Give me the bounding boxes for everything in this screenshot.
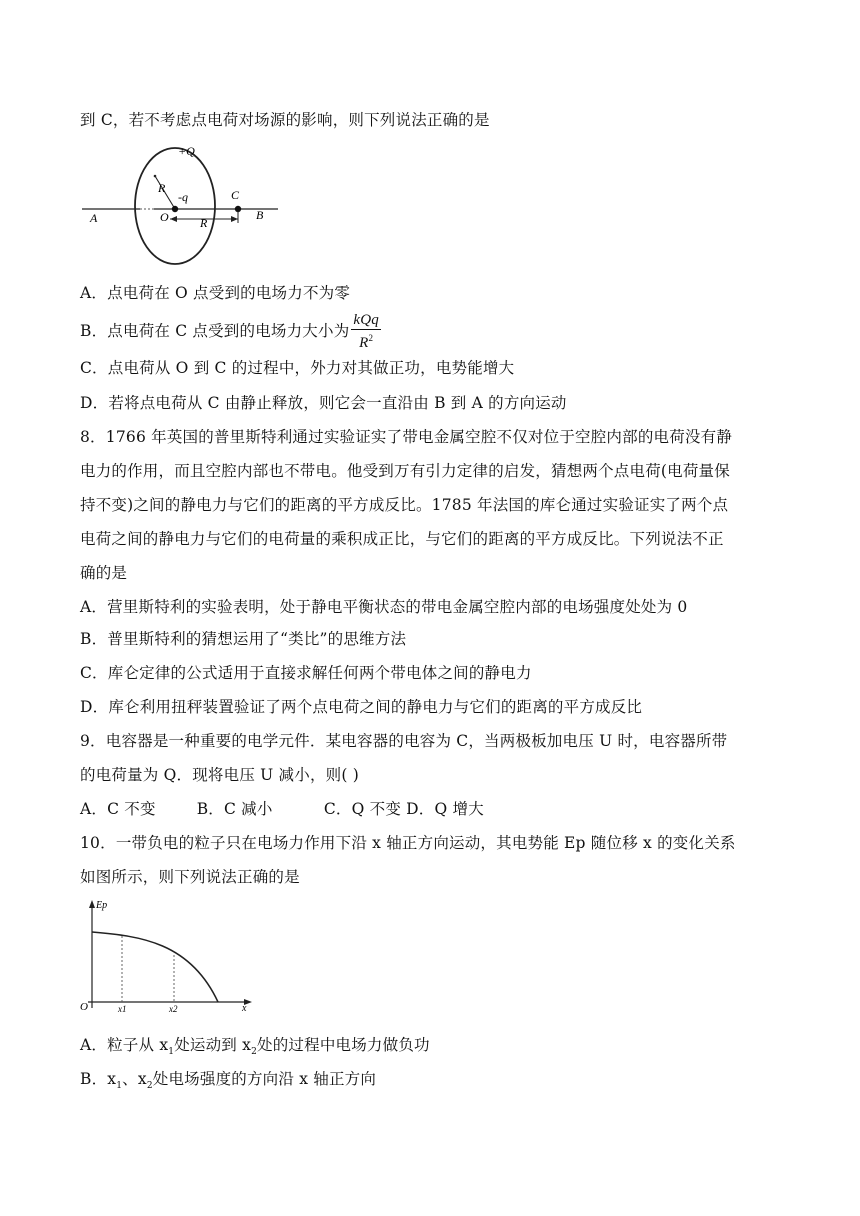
center-label: O xyxy=(160,210,169,224)
q8-line-1: 8．1766 年英国的普里斯特利通过实验证实了带电金属空腔不仅对位于空腔内部的电荷没有静 xyxy=(80,428,733,446)
x1-tick-label: x1 xyxy=(118,1004,127,1014)
radius-label: R xyxy=(158,181,166,195)
q10-line-1: 10．一带负电的粒子只在电场力作用下沿 x 轴正方向运动，其电势能 Ep 随位移 x 的变化关系 xyxy=(80,834,736,852)
x2-tick-label: x2 xyxy=(169,1004,178,1014)
q8-option-b: B．普里斯特利的猜想运用了“类比”的思维方法 xyxy=(80,630,407,648)
coulomb-fraction xyxy=(351,312,381,352)
q8-line-5: 确的是 xyxy=(80,564,128,582)
q9-options: A．C 不变 B．C 减小 C．Q 不变 D．Q 增大 xyxy=(80,800,484,818)
q7-option-d: D．若将点电荷从 C 由静止释放，则它会一直沿由 B 到 A 的方向运动 xyxy=(80,394,567,412)
q10-option-a: A．粒子从 $x_1$处运动到 $x_2$处的过程中电场力做负功 xyxy=(80,1036,430,1058)
fraction-denominator: $R^2$ xyxy=(359,333,374,351)
q8-line-3: 持不变)之间的静电力与它们的距离的平方成反比。1785 年法国的库仑通过实验证实了两个点 xyxy=(80,496,729,514)
ep-axis-label: Ep xyxy=(96,900,108,911)
point-charge-label: -q xyxy=(178,190,188,204)
q8-option-c: C．库仑定律的公式适用于直接求解任何两个带电体之间的静电力 xyxy=(80,664,532,682)
distance-label: R xyxy=(200,216,208,230)
origin-label: O xyxy=(80,1001,88,1013)
q7-option-c: C．点电荷从 O 到 C 的过程中，外力对其做正功，电势能增大 xyxy=(80,359,515,377)
q8-option-d: D．库仑利用扭秤装置验证了两个点电荷之间的静电力与它们的距离的平方成反比 xyxy=(80,698,643,716)
q9-line-2: 的电荷量为 Q．现将电压 U 减小，则( ) xyxy=(80,766,359,784)
q8-line-4: 电荷之间的静电力与它们的电荷量的乘积成正比，与它们的距离的平方成反比。下列说法不正 xyxy=(80,530,724,548)
fraction-numerator: kQq xyxy=(353,312,379,328)
q7-option-b xyxy=(80,312,800,352)
point-c-label: C xyxy=(231,188,240,202)
ring-charge-label: +Q xyxy=(178,144,195,158)
q10-line-2: 如图所示，则下列说法正确的是 xyxy=(80,868,300,886)
q8-option-a: A．营里斯特利的实验表明，处于静电平衡状态的带电金属空腔内部的电场强度处处为 0 xyxy=(80,598,688,616)
q7-stem-tail: 到 C，若不考虑点电荷对场源的影响，则下列说法正确的是 xyxy=(80,111,490,129)
q9-line-1: 9．电容器是一种重要的电学元件．某电容器的电容为 C，当两极板加电压 U 时，电容器所带 xyxy=(80,732,728,750)
q8-line-2: 电力的作用，而且空腔内部也不带电。他受到万有引力定律的启发，猜想两个点电荷(电荷量保 xyxy=(80,462,730,480)
right-end-label: B xyxy=(256,208,264,222)
q7-ring-figure xyxy=(80,143,280,265)
q10-option-b: B．$x_1$、$x_2$处电场强度的方向沿 x 轴正方向 xyxy=(80,1070,377,1092)
left-end-label: A xyxy=(90,211,98,225)
x-axis-label: x xyxy=(242,1003,247,1014)
q10-energy-graph xyxy=(80,896,260,1018)
q7-option-a: A．点电荷在 O 点受到的电场力不为零 xyxy=(80,284,351,302)
q7-option-b-text: B．点电荷在 C 点受到的电场力大小为 xyxy=(80,322,350,340)
